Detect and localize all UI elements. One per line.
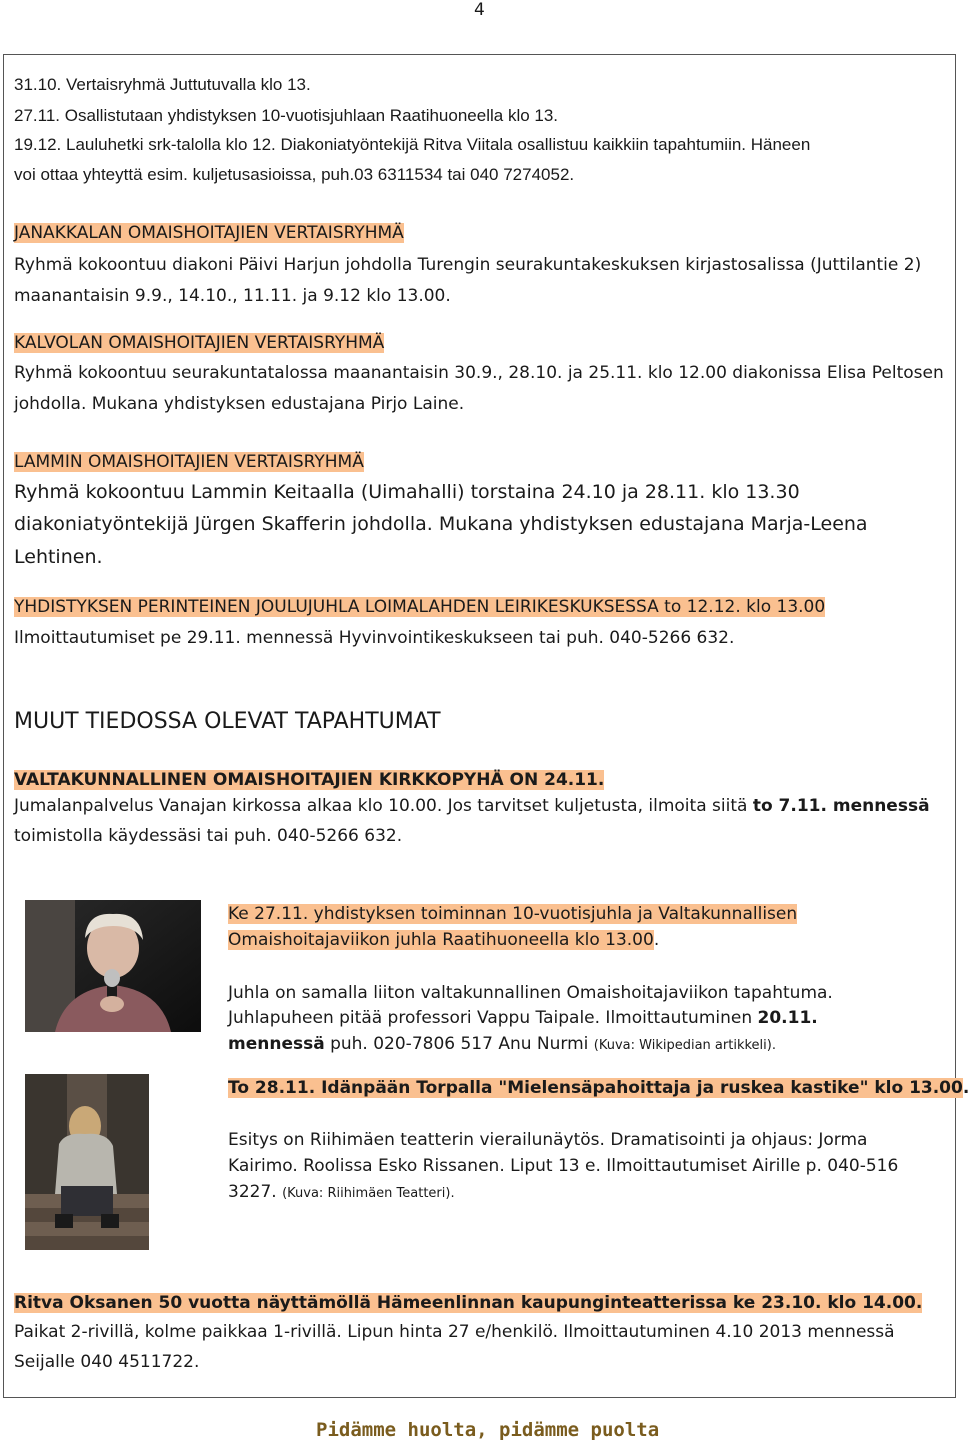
torppa-text: Esitys on Riihimäen teatterin vierailunäytös. Dramatisointi ja ohjaus: Jorma xyxy=(228,1130,868,1150)
lammi-heading: LAMMIN OMAISHOITAJIEN VERTAISRYHMÄ xyxy=(14,452,364,472)
torppa-heading-end: . xyxy=(962,1078,969,1098)
oksanen-heading: Ritva Oksanen 50 vuotta näyttämöllä Hämeenlinnan kaupunginteatterissa ke 23.10. klo 14.00. xyxy=(14,1293,923,1313)
lammi-text: diakoniatyöntekijä Jürgen Skafferin johdolla. Mukana yhdistyksen edustajana Marja-Leena xyxy=(14,513,868,535)
lammi-text: Lehtinen. xyxy=(14,546,103,568)
oksanen-text: Paikat 2-rivillä, kolme paikkaa 1-rivillä. Lipun hinta 27 e/henkilö. Ilmoittautuminen 4.10 2013 mennessä xyxy=(14,1322,895,1342)
portrait-photo xyxy=(25,900,201,1032)
juhla-deadline: 20.11. xyxy=(757,1008,818,1028)
intro-line: 31.10. Vertaisryhmä Juttutuvalla klo 13. xyxy=(14,75,311,94)
juhla-heading: Omaishoitajaviikon juhla Raatihuoneella klo 13.00 xyxy=(228,930,654,950)
janakkala-text: maanantaisin 9.9., 14.10., 11.11. ja 9.12 klo 13.00. xyxy=(14,286,451,306)
juhla-text: Juhla on samalla liiton valtakunnallinen Omaishoitajaviikon tapahtuma. xyxy=(228,983,833,1003)
kirkkopyha-text xyxy=(14,796,930,816)
intro-line: 27.11. Osallistutaan yhdistyksen 10-vuotisjuhlaan Raatihuoneella klo 13. xyxy=(14,106,559,125)
kalvola-heading: KALVOLAN OMAISHOITAJIEN VERTAISRYHMÄ xyxy=(14,333,385,353)
juhla-heading-end: . xyxy=(653,930,660,950)
footer-slogan: Pidämme huolta, pidämme puolta xyxy=(316,1419,660,1441)
kalvola-text: Ryhmä kokoontuu seurakuntatalossa maanantaisin 30.9., 28.10. ja 25.11. klo 12.00 diakonissa Elisa Peltosen xyxy=(14,363,944,383)
kirkkopyha-text-a: Jumalanpalvelus Vanajan kirkossa alkaa klo 10.00. Jos tarvitset kuljetusta, ilmoita siitä xyxy=(14,796,753,816)
janakkala-text: Ryhmä kokoontuu diakoni Päivi Harjun johdolla Turengin seurakuntakeskuksen kirjastosalissa (Juttilantie 2) xyxy=(14,255,922,275)
kalvola-text: johdolla. Mukana yhdistyksen edustajana Pirjo Laine. xyxy=(14,394,465,414)
joulujuhla-heading: YHDISTYKSEN PERINTEINEN JOULUJUHLA LOIMALAHDEN LEIRIKESKUKSESSA to 12.12. klo 13.00 xyxy=(14,597,826,617)
janakkala-heading: JANAKKALAN OMAISHOITAJIEN VERTAISRYHMÄ xyxy=(14,223,404,243)
juhla-heading: Ke 27.11. yhdistyksen toiminnan 10-vuotisjuhla ja Valtakunnallisen xyxy=(228,904,798,924)
intro-line: 19.12. Lauluhetki srk-talolla klo 12. Diakoniatyöntekijä Ritva Viitala osallistuu kaikkiin tapahtumiin. Häneen xyxy=(14,135,811,154)
torppa-text: Kairimo. Roolissa Esko Rissanen. Liput 13 e. Ilmoittautumiset Airille p. 040-516 xyxy=(228,1156,899,1176)
juhla-text-a: Juhlapuheen pitää professori Vappu Taipale. Ilmoittautuminen xyxy=(228,1008,758,1028)
kirkkopyha-deadline: to 7.11. mennessä xyxy=(752,796,930,816)
photo-credit: (Kuva: Riihimäen Teatteri). xyxy=(282,1186,455,1201)
kirkkopyha-heading: VALTAKUNNALLINEN OMAISHOITAJIEN KIRKKOPYHÄ ON 24.11. xyxy=(14,770,605,790)
juhla-contact: puh. 020-7806 517 Anu Nurmi xyxy=(324,1034,594,1054)
photo-credit: (Kuva: Wikipedian artikkeli). xyxy=(593,1038,776,1053)
torppa-text xyxy=(228,1182,455,1204)
juhla-text xyxy=(228,1034,776,1056)
page-number: 4 xyxy=(474,0,485,20)
oksanen-text: Seijalle 040 4511722. xyxy=(14,1352,200,1372)
joulujuhla-text: Ilmoittautumiset pe 29.11. mennessä Hyvinvointikeskukseen tai puh. 040-5266 632. xyxy=(14,628,735,648)
torppa-heading: To 28.11. Idänpään Torpalla "Mielensäpahoittaja ja ruskea kastike" klo 13.00 xyxy=(228,1078,963,1098)
juhla-deadline-word: mennessä xyxy=(228,1034,325,1054)
section-heading: MUUT TIEDOSSA OLEVAT TAPAHTUMAT xyxy=(14,709,441,734)
lammi-text: Ryhmä kokoontuu Lammin Keitaalla (Uimahalli) torstaina 24.10 ja 28.11. klo 13.30 xyxy=(14,481,800,503)
torppa-phone-end: 3227. xyxy=(228,1182,283,1202)
kirkkopyha-text: toimistolla käydessäsi tai puh. 040-5266 632. xyxy=(14,826,403,846)
theatre-photo xyxy=(25,1074,149,1250)
juhla-text xyxy=(228,1008,818,1028)
intro-line: voi ottaa yhteyttä esim. kuljetusasioissa, puh.03 6311534 tai 040 7274052. xyxy=(14,165,575,184)
